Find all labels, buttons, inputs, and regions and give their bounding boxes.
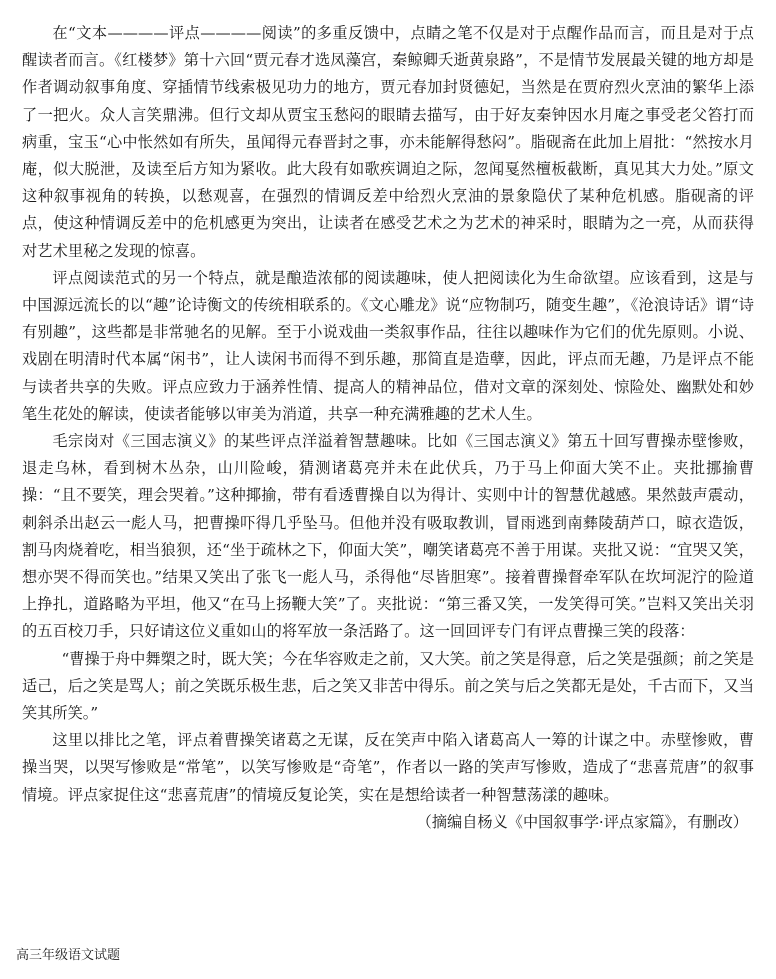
article <box>22 20 754 836</box>
source-citation: （摘编自杨义《中国叙事学·评点家篇》，有删改） <box>416 812 748 831</box>
paragraph-2: 评点阅读范式的另一个特点，就是酿造浓郁的阅读趣味，使人把阅读化为生命欲望。应该看到，这是与中国源远流长的以“趣”论诗衡文的传统相联系的。《文心雕龙》说“应物制巧，随变生趣”，《沧浪诗话》谓“诗有别趣”，这些都是非常驰名的见解。至于小说戏曲一类叙事作品，往往以趣味作为它们的优先原则。小说、戏剧在明清时代本属“闲书”，让人读闲书而得不到乐趣，那简直是造孽，因此，评点而无趣，乃是评点不能与读者共享的失败。评点应致力于涵养性情、提高人的精神品位，借对文章的深刻处、惊险处、幽默处和妙笔生花处的解读，使读者能够以审美为消道，共享一种充满雅趣的艺术人生。 <box>22 268 754 423</box>
paragraph-3: 毛宗岗对《三国志演义》的某些评点洋溢着智慧趣味。比如《三国志演义》第五十回写曹操赤壁惨败，退走乌林，看到树木丛杂，山川险峻，猜测诸葛亮并未在此伏兵，乃于马上仰面大笑不止。夹批挪揄曹操：“且不要笑，理会哭着。”这种揶揄，带有看透曹操自以为得计、实则中计的智慧优越感。果然鼓声震动，刺斜杀出赵云一彪人马，把曹操吓得几乎坠马。但他并没有吸取教训，冒雨逃到南彝陵葫芦口，晾衣造饭，割马肉烧着吃，相当狼狈，还“坐于疏林之下，仰面大笑”，嘲笑诸葛亮不善于用谋。夹批又说：“宜哭又笑，想亦哭不得而笑也。”结果又笑出了张飞一彪人马，杀得他“尽皆胆寒”。接着曹操督牵军队在坎坷泥泞的险道上挣扎，道路略为平坦，他又“在马上扬鞭大笑”了。夹批说：“第三番又笑，一发笑得可笑。”岂料又笑出关羽的五百校刀手，只好请这位义重如山的将军放一条活路了。这一回回评专门有评点曹操三笑的段落： <box>22 432 754 641</box>
page-footer: 高三年级语文试题 <box>16 948 121 963</box>
quoted-commentary: “曹操于舟中舞槊之时，既大笑；今在华容败走之前，又大笑。前之笑是得意，后之笑是强颜；前之笑是适己，后之笑是骂人；前之笑既乐极生悲，后之笑又非苦中得乐。前之笑与后之笑都无是处，千古而下，又当笑其所笑。” <box>22 649 754 723</box>
paragraph-closing: 这里以排比之笔，评点着曹操笑诸葛之无谋，反在笑声中陷入诸葛高人一筹的计谋之中。赤壁惨败，曹操当哭，以哭写惨败是“常笔”，以笑写惨败是“奇笔”，作者以一路的笑声写惨败，造成了“悲喜荒唐”的叙事情境。评点家捉住这“悲喜荒唐”的情境反复论笑，实在是想给读者一种智慧荡漾的趣味。 <box>22 731 754 804</box>
paragraph-1: 在“文本————评点————阅读”的多重反馈中，点睛之笔不仅是对于点醒作品而言，而且是对于点醒读者而言。《红楼梦》第十六回“贾元春才选凤藻宫，秦鲸卿夭逝黄泉路”，不是情节发展最关键的地方却是作者调动叙事角度、穿插情节线索极见功力的地方，贾元春加封贤德妃，当然是在贾府烈火烹油的繁华上添了一把火。众人言笑鼎沸。但行文却从贾宝玉愁闷的眼睛去描写，由于好友秦钟因水月庵之事受老父笞打而病重，宝玉“心中怅然如有所失，虽闻得元春晋封之事，亦未能解得愁闷”。脂砚斋在此加上眉批：“然按水月庵，似大脱泄，及读至后方知为紧收。此大段有如歌疾调迫之际，忽闻戛然檀板截断，真见其大力处。”原文这种叙事视角的转换，以愁观喜，在强烈的情调反差中给烈火烹油的景象隐伏了某种危机感。脂砚斋的评点，使这种情调反差中的危机感更为突出，让读者在感受艺术之为艺术的神采时，眼睛为之一亮，从而获得对艺术里秘之发现的惊喜。 <box>22 24 754 260</box>
